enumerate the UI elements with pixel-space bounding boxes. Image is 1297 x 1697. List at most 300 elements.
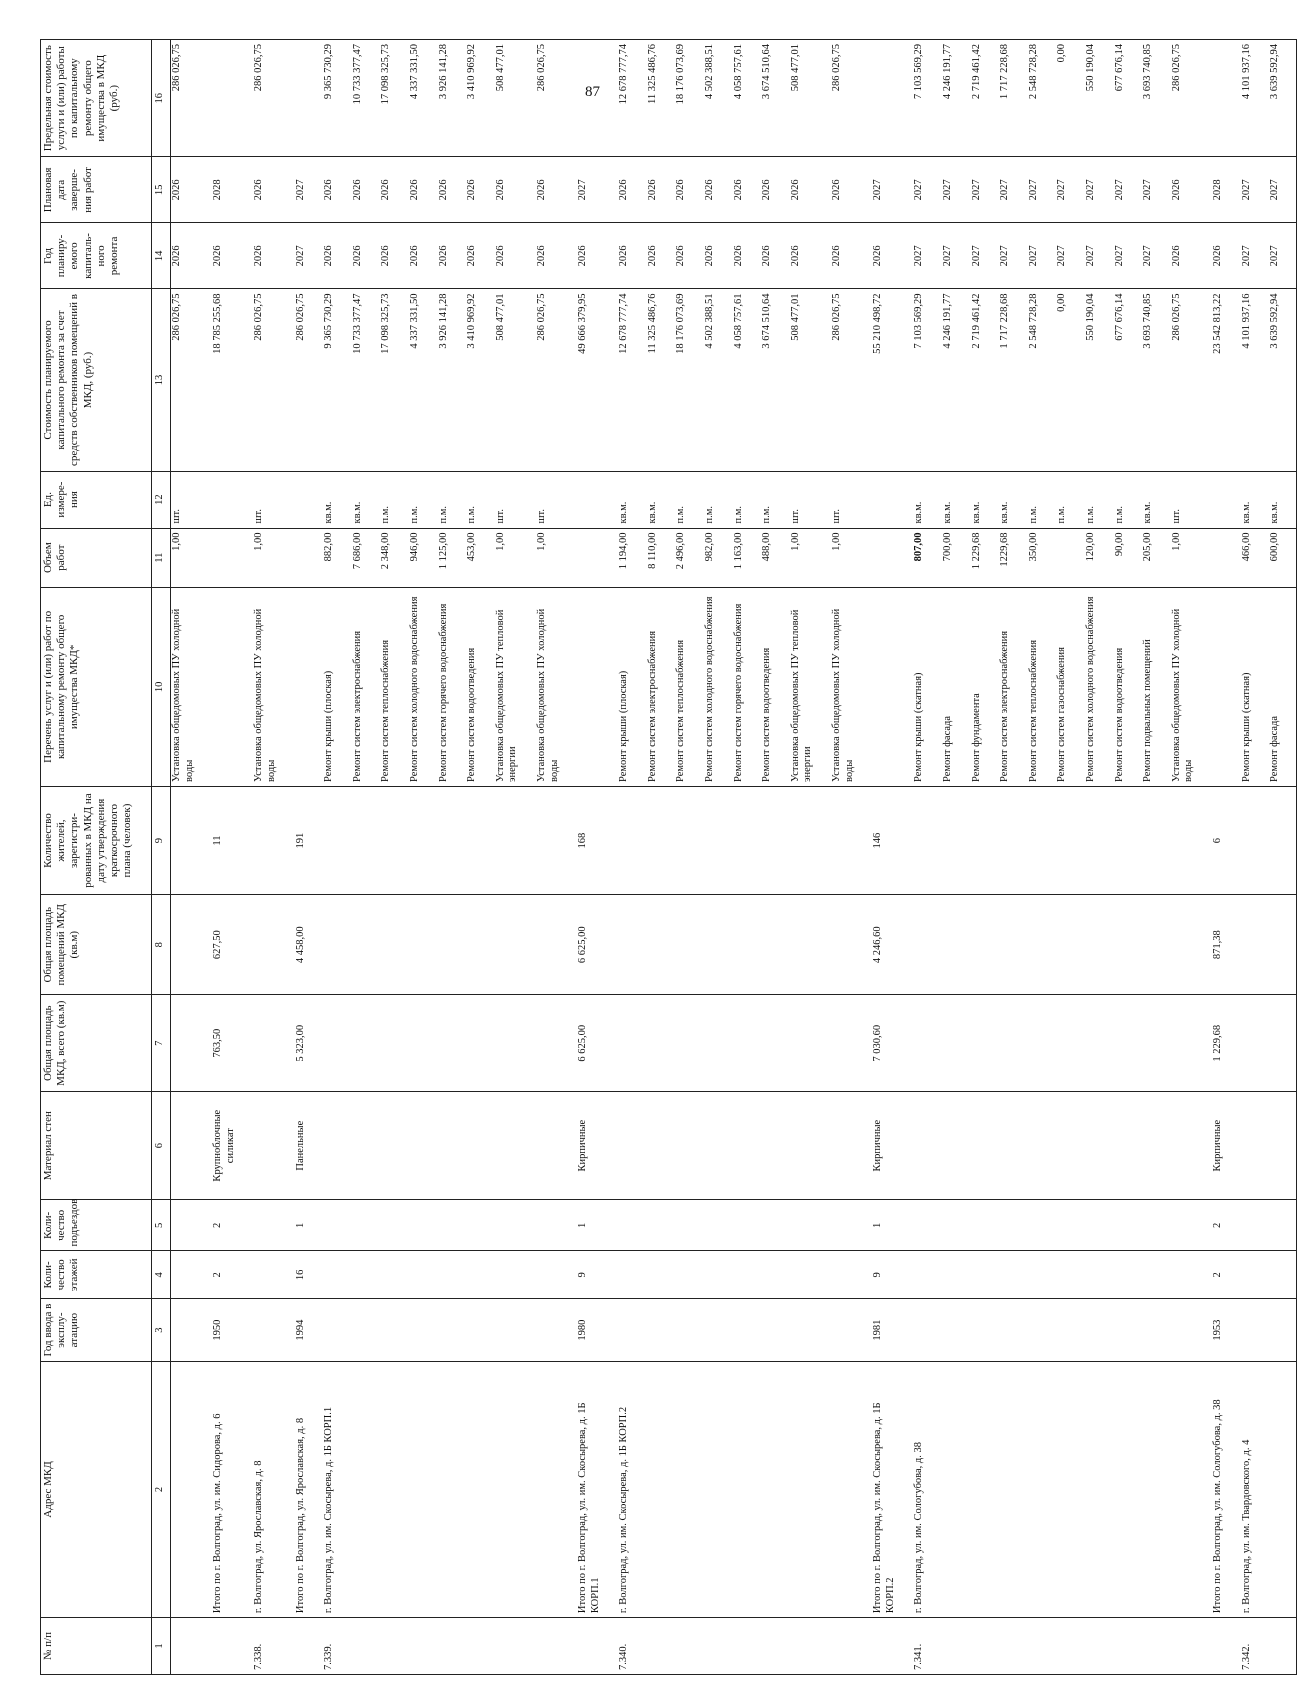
year-cell: [323, 1299, 336, 1362]
spacer-cell: [897, 471, 913, 528]
volume-cell: 1,00: [253, 528, 278, 587]
premises-area-cell: [761, 895, 774, 995]
spacer-cell: [1126, 995, 1142, 1092]
spacer-cell: [745, 157, 761, 223]
row-number-cell: [872, 1618, 897, 1675]
spacer-cell: [815, 1092, 831, 1200]
floors-cell: [675, 1251, 688, 1299]
total-row: [295, 40, 308, 1675]
end-date-cell: 2027: [999, 157, 1012, 223]
spacer-cell: [1069, 223, 1085, 289]
spacer-cell: [983, 528, 999, 587]
spacer-cell: [450, 1092, 466, 1200]
limit-cost-cell: 677 676,14: [1114, 40, 1127, 157]
spacer-cell: [422, 289, 438, 471]
cost-cell: 7 103 569,29: [913, 289, 926, 471]
year-cell: 1950: [212, 1299, 237, 1362]
spacer-cell: [815, 289, 831, 471]
column-number: 2: [152, 1361, 171, 1617]
row-number-cell: [1212, 1618, 1225, 1675]
spacer-cell: [856, 528, 872, 587]
limit-cost-cell: 4 101 937,16: [1241, 40, 1254, 157]
total-area-cell: [438, 995, 451, 1092]
year-cell: [536, 1299, 561, 1362]
end-date-cell: 2027: [295, 157, 308, 223]
spacer-cell: [364, 157, 380, 223]
wall-material-cell: [1085, 1092, 1098, 1200]
spacer-cell: [237, 1251, 253, 1299]
spacer-cell: [1225, 1251, 1241, 1299]
premises-area-cell: 6 625,00: [577, 895, 602, 995]
spacer-cell: [815, 1299, 831, 1362]
total-area-cell: [1056, 995, 1069, 1092]
cost-cell: 4 502 388,51: [704, 289, 717, 471]
spacer-cell: [1196, 995, 1212, 1092]
spacer-cell: [926, 471, 942, 528]
spacer-cell: [1012, 471, 1028, 528]
unit-cell: кв.м.: [1269, 471, 1282, 528]
repair-year-cell: 2027: [942, 223, 955, 289]
spacer-cell: [479, 786, 495, 894]
year-cell: 1953: [1212, 1299, 1225, 1362]
spacer-cell: [717, 223, 733, 289]
spacer-cell: [279, 895, 295, 995]
spacer-cell: [1196, 786, 1212, 894]
spacer-cell: [336, 223, 352, 289]
spacer-cell: [279, 157, 295, 223]
year-cell: [438, 1299, 451, 1362]
spacer-cell: [422, 528, 438, 587]
table-row: [1171, 40, 1196, 1675]
spacer-cell: [196, 587, 212, 786]
spacer-cell: [1225, 40, 1241, 157]
spacer-cell: [479, 1361, 495, 1617]
spacer-cell: [1040, 1299, 1056, 1362]
row-number-cell: [704, 1618, 717, 1675]
floors-cell: [647, 1251, 660, 1299]
spacer-cell: [279, 1092, 295, 1200]
floors-cell: [971, 1251, 984, 1299]
spacer-cell: [1196, 223, 1212, 289]
works-cell: [1212, 587, 1225, 786]
spacer-cell: [926, 1299, 942, 1362]
spacer-cell: [774, 1299, 790, 1362]
spacer-cell: [955, 40, 971, 157]
spacer-cell: [422, 223, 438, 289]
spacer-cell: [1012, 157, 1028, 223]
volume-cell: 1 194,00: [618, 528, 631, 587]
works-cell: Ремонт систем холодного водоснабжения: [704, 587, 717, 786]
repair-year-cell: 2026: [647, 223, 660, 289]
spacer-cell: [1069, 895, 1085, 995]
spacer-cell: [196, 1361, 212, 1617]
column-number: 13: [152, 289, 171, 471]
spacer-cell: [1225, 528, 1241, 587]
total-area-cell: [913, 995, 926, 1092]
limit-cost-cell: [212, 40, 237, 157]
spacer-cell: [659, 587, 675, 786]
end-date-cell: 2026: [352, 157, 365, 223]
premises-area-cell: [1085, 895, 1098, 995]
spacer-cell: [1040, 587, 1056, 786]
premises-area-cell: [1114, 895, 1127, 995]
volume-cell: 2 496,00: [675, 528, 688, 587]
address-cell: [1269, 1361, 1282, 1617]
cost-cell: 3 674 510,64: [761, 289, 774, 471]
volume-cell: 453,00: [466, 528, 479, 587]
spacer-cell: [307, 528, 323, 587]
cost-cell: 3 639 592,94: [1269, 289, 1282, 471]
spacer-cell: [602, 995, 618, 1092]
spacer-cell: [717, 1618, 733, 1675]
wall-material-cell: [647, 1092, 660, 1200]
end-date-cell: 2026: [438, 157, 451, 223]
spacer-cell: [1155, 995, 1171, 1092]
floors-cell: [323, 1251, 336, 1299]
cost-cell: 4 058 757,61: [733, 289, 746, 471]
residents-cell: 6: [1212, 786, 1225, 894]
entrances-cell: [618, 1200, 631, 1251]
spacer-cell: [279, 995, 295, 1092]
unit-cell: [212, 471, 237, 528]
spacer-cell: [561, 289, 577, 471]
residents-cell: [1142, 786, 1155, 894]
table-row: [913, 40, 926, 1675]
floors-cell: [942, 1251, 955, 1299]
spacer-cell: [561, 157, 577, 223]
spacer-cell: [1098, 223, 1114, 289]
spacer-cell: [561, 1092, 577, 1200]
spacer-cell: [1126, 1361, 1142, 1617]
address-cell: [999, 1361, 1012, 1617]
works-cell: Ремонт систем водоотведения: [466, 587, 479, 786]
row-number-cell: [577, 1618, 602, 1675]
spacer-cell: [774, 1361, 790, 1617]
spacer-cell: [1040, 157, 1056, 223]
spacer-cell: [1098, 1361, 1114, 1617]
floors-cell: [831, 1251, 856, 1299]
spacer-cell: [1069, 528, 1085, 587]
spacer-cell: [279, 1618, 295, 1675]
works-cell: Ремонт систем водоотведения: [761, 587, 774, 786]
floors-cell: [495, 1251, 520, 1299]
spacer-cell: [717, 1299, 733, 1362]
spacer-cell: [1069, 1299, 1085, 1362]
bottom-cell: [1282, 1361, 1297, 1617]
spacer-cell: [1040, 786, 1056, 894]
spacer-cell: [307, 1251, 323, 1299]
spacer-cell: [393, 223, 409, 289]
spacer-cell: [1012, 1092, 1028, 1200]
spacer-cell: [1069, 157, 1085, 223]
spacer-cell: [1069, 995, 1085, 1092]
spacer-cell: [1098, 471, 1114, 528]
volume-cell: 1229,68: [999, 528, 1012, 587]
spacer-cell: [926, 1251, 942, 1299]
volume-cell: 1,00: [790, 528, 815, 587]
spacer-cell: [520, 1200, 536, 1251]
table-row: [647, 40, 660, 1675]
volume-cell: 700,00: [942, 528, 955, 587]
spacer-cell: [955, 528, 971, 587]
header-cell-cost: Стоимость планируемого капитального ремонта за счет средств собственников помещений в МКД, (руб.): [41, 289, 152, 471]
column-number: 1: [152, 1618, 171, 1675]
year-cell: [1142, 1299, 1155, 1362]
wall-material-cell: [1241, 1092, 1254, 1200]
column-number: 5: [152, 1200, 171, 1251]
spacer-cell: [955, 587, 971, 786]
unit-cell: п.м.: [380, 471, 393, 528]
row-spacer: [815, 40, 831, 1675]
spacer-cell: [815, 1618, 831, 1675]
bottom-cell: [1282, 40, 1297, 157]
cost-cell: 55 210 498,72: [872, 289, 897, 471]
entrances-cell: [942, 1200, 955, 1251]
spacer-cell: [602, 528, 618, 587]
wall-material-cell: [466, 1092, 479, 1200]
repair-year-cell: 2026: [577, 223, 602, 289]
spacer-cell: [955, 1299, 971, 1362]
address-cell: [409, 1361, 422, 1617]
cost-cell: 508 477,01: [495, 289, 520, 471]
address-cell: [675, 1361, 688, 1617]
residents-cell: [647, 786, 660, 894]
spacer-cell: [926, 895, 942, 995]
year-cell: [761, 1299, 774, 1362]
spacer-cell: [745, 995, 761, 1092]
row-spacer: [688, 40, 704, 1675]
spacer-cell: [336, 1092, 352, 1200]
spacer-cell: [1196, 157, 1212, 223]
total-area-cell: [971, 995, 984, 1092]
spacer-cell: [815, 995, 831, 1092]
wall-material-cell: [618, 1092, 631, 1200]
spacer-cell: [774, 995, 790, 1092]
limit-cost-cell: [1212, 40, 1225, 157]
row-number-cell: [647, 1618, 660, 1675]
spacer-cell: [422, 1251, 438, 1299]
spacer-cell: [602, 1092, 618, 1200]
spacer-cell: [196, 786, 212, 894]
unit-cell: шт.: [1171, 471, 1196, 528]
spacer-cell: [688, 471, 704, 528]
unit-cell: шт.: [790, 471, 815, 528]
total-area-cell: [675, 995, 688, 1092]
cost-cell: 4 246 191,77: [942, 289, 955, 471]
spacer-cell: [983, 786, 999, 894]
volume-cell: [295, 528, 308, 587]
floors-cell: [438, 1251, 451, 1299]
cost-cell: 286 026,75: [295, 289, 308, 471]
works-cell: [872, 587, 897, 786]
spacer-cell: [1253, 157, 1269, 223]
premises-area-cell: [675, 895, 688, 995]
year-cell: [1085, 1299, 1098, 1362]
volume-cell: 946,00: [409, 528, 422, 587]
spacer-cell: [1155, 786, 1171, 894]
header-cell-total-area: Общая площадь МКД, всего (кв.м): [41, 995, 152, 1092]
spacer-cell: [631, 1251, 647, 1299]
end-date-cell: 2026: [761, 157, 774, 223]
wall-material-cell: Кирпичные: [1212, 1092, 1225, 1200]
spacer-cell: [926, 289, 942, 471]
year-cell: [1269, 1299, 1282, 1362]
wall-material-cell: [495, 1092, 520, 1200]
header-cell-works: Перечень услуг и (или) работ по капитальному ремонту общего имущества МКД*: [41, 587, 152, 786]
works-cell: Ремонт систем теплоснабжения: [380, 587, 393, 786]
end-date-cell: 2026: [733, 157, 746, 223]
spacer-cell: [279, 786, 295, 894]
spacer-cell: [450, 157, 466, 223]
spacer-cell: [688, 895, 704, 995]
address-cell: г. Волгоград, ул. им. Сологубова, д. 38: [913, 1361, 926, 1617]
spacer-cell: [1225, 1092, 1241, 1200]
total-area-cell: [999, 995, 1012, 1092]
spacer-cell: [856, 289, 872, 471]
limit-cost-cell: 550 190,04: [1085, 40, 1098, 157]
works-cell: Ремонт фундамента: [971, 587, 984, 786]
entrances-cell: [253, 1200, 278, 1251]
cost-cell: 17 098 325,73: [380, 289, 393, 471]
spacer-cell: [983, 1361, 999, 1617]
spacer-cell: [1196, 1200, 1212, 1251]
spacer-cell: [1155, 1092, 1171, 1200]
table-row: [352, 40, 365, 1675]
row-spacer: [745, 40, 761, 1675]
spacer-cell: [745, 895, 761, 995]
spacer-cell: [1196, 587, 1212, 786]
spacer-cell: [393, 1200, 409, 1251]
entrances-cell: [831, 1200, 856, 1251]
volume-cell: [577, 528, 602, 587]
unit-cell: п.м.: [761, 471, 774, 528]
spacer-cell: [688, 40, 704, 157]
end-date-cell: 2027: [913, 157, 926, 223]
spacer-cell: [196, 1251, 212, 1299]
spacer-cell: [631, 1200, 647, 1251]
spacer-cell: [856, 587, 872, 786]
spacer-cell: [717, 786, 733, 894]
spacer-cell: [307, 995, 323, 1092]
spacer-cell: [631, 40, 647, 157]
spacer-cell: [983, 471, 999, 528]
spacer-cell: [631, 157, 647, 223]
spacer-cell: [196, 223, 212, 289]
floors-cell: 2: [1212, 1251, 1225, 1299]
residents-cell: [1114, 786, 1127, 894]
entrances-cell: [1269, 1200, 1282, 1251]
address-cell: г. Волгоград, ул. им. Скосырева, д. 1Б КОРП.1: [323, 1361, 336, 1617]
table-row: [675, 40, 688, 1675]
address-cell: г. Волгоград, ул. Ярославская, д. 8: [253, 1361, 278, 1617]
spacer-cell: [815, 1200, 831, 1251]
spacer-cell: [926, 587, 942, 786]
cost-cell: 286 026,75: [1171, 289, 1196, 471]
header-cell-year: Год ввода в эксплу-атацию: [41, 1299, 152, 1362]
premises-area-cell: [704, 895, 717, 995]
row-spacer: [422, 40, 438, 1675]
wall-material-cell: [999, 1092, 1012, 1200]
works-cell: [295, 587, 308, 786]
header-cell-limit-cost: Предельная стоимость услуги и (или) работы по капитальному ремонту общего имущества в МКД (руб.): [41, 40, 152, 157]
spacer-cell: [745, 471, 761, 528]
spacer-cell: [1155, 895, 1171, 995]
spacer-cell: [688, 223, 704, 289]
row-spacer: [1012, 40, 1028, 1675]
repair-year-cell: 2027: [1028, 223, 1041, 289]
end-date-cell: 2026: [647, 157, 660, 223]
spacer-cell: [520, 223, 536, 289]
table-row: [999, 40, 1012, 1675]
year-cell: [171, 1299, 197, 1362]
column-number: 3: [152, 1299, 171, 1362]
spacer-cell: [422, 1299, 438, 1362]
unit-cell: п.м.: [1028, 471, 1041, 528]
volume-cell: 466,00: [1241, 528, 1254, 587]
spacer-cell: [393, 895, 409, 995]
residents-cell: [971, 786, 984, 894]
address-cell: [790, 1361, 815, 1617]
rotated-table-wrapper: [40, 39, 1281, 1675]
spacer-cell: [955, 289, 971, 471]
spacer-cell: [1225, 471, 1241, 528]
premises-area-cell: [1028, 895, 1041, 995]
cost-cell: 2 719 461,42: [971, 289, 984, 471]
total-area-cell: 7 030,60: [872, 995, 897, 1092]
table-row: [704, 40, 717, 1675]
floors-cell: [913, 1251, 926, 1299]
works-cell: [212, 587, 237, 786]
repair-year-cell: 2026: [733, 223, 746, 289]
floors-cell: [1142, 1251, 1155, 1299]
spacer-cell: [688, 528, 704, 587]
repair-year-cell: 2027: [1142, 223, 1155, 289]
spacer-cell: [983, 1299, 999, 1362]
spacer-cell: [659, 40, 675, 157]
end-date-cell: 2027: [1241, 157, 1254, 223]
cost-cell: 23 542 813,22: [1212, 289, 1225, 471]
end-date-cell: 2028: [212, 157, 237, 223]
entrances-cell: [1171, 1200, 1196, 1251]
repair-year-cell: 2027: [1114, 223, 1127, 289]
spacer-cell: [307, 289, 323, 471]
total-row: [212, 40, 237, 1675]
spacer-cell: [1225, 289, 1241, 471]
spacer-cell: [659, 995, 675, 1092]
residents-cell: [733, 786, 746, 894]
spacer-cell: [955, 1092, 971, 1200]
residents-cell: [466, 786, 479, 894]
premises-area-cell: [409, 895, 422, 995]
wall-material-cell: [253, 1092, 278, 1200]
spacer-cell: [897, 1618, 913, 1675]
spacer-cell: [745, 1092, 761, 1200]
spacer-cell: [717, 1200, 733, 1251]
table-body: [152, 40, 1297, 1675]
row-number-cell: [1269, 1618, 1282, 1675]
spacer-cell: [1069, 40, 1085, 157]
unit-cell: п.м.: [409, 471, 422, 528]
spacer-cell: [1253, 528, 1269, 587]
spacer-cell: [279, 223, 295, 289]
end-date-cell: 2027: [1056, 157, 1069, 223]
year-cell: 1994: [295, 1299, 308, 1362]
spacer-cell: [1098, 289, 1114, 471]
repair-year-cell: 2026: [438, 223, 451, 289]
cost-cell: 1 717 228,68: [999, 289, 1012, 471]
spacer-cell: [856, 1361, 872, 1617]
residents-cell: [171, 786, 197, 894]
